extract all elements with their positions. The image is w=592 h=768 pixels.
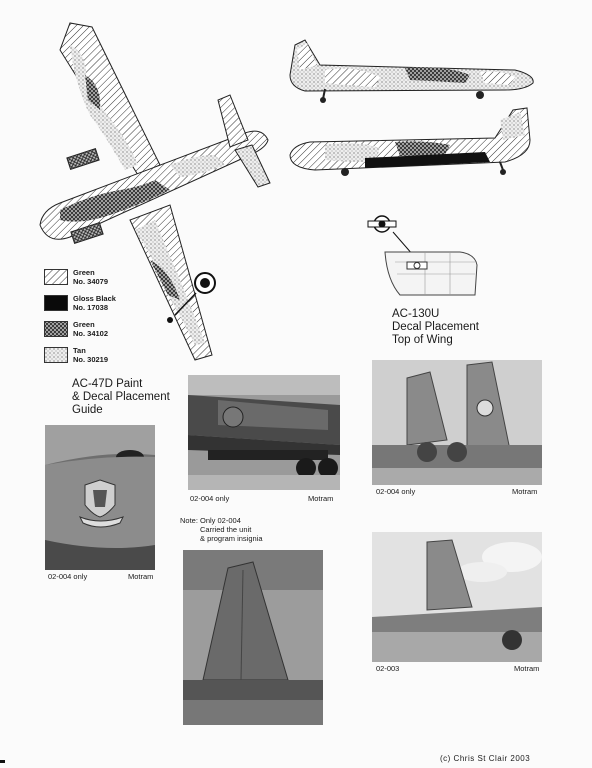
aircraft-nose-image — [188, 375, 340, 490]
aircraft-side-view-bottom — [285, 100, 540, 180]
photo-credit: Motram — [128, 572, 154, 581]
photo-caption: 02-003 — [376, 664, 400, 673]
aircraft-side-image — [372, 532, 542, 662]
paint-legend — [44, 268, 144, 364]
legend-item — [44, 268, 144, 286]
ac47-title-line: & Decal Placement — [72, 391, 170, 403]
black-swatch-icon — [44, 295, 68, 311]
photo-aircraft-nose — [188, 375, 340, 490]
ac47-title — [72, 378, 170, 417]
ac130-title-line: Top of Wing — [392, 334, 453, 346]
photo-fuselage-insignia — [45, 425, 155, 570]
legend-name: Tan — [73, 346, 86, 355]
legend-name: Green — [73, 268, 95, 277]
ac130-title — [392, 308, 479, 347]
photo-caption: 02-004 only — [48, 572, 88, 581]
copyright-text: (c) Chris St Clair 2003 — [440, 754, 531, 763]
wing-decal-diagram — [365, 210, 485, 300]
insignia-note — [180, 516, 263, 543]
twin-tails-image — [372, 360, 542, 485]
note-line: Note: Only 02-004 — [180, 516, 241, 525]
ac130-title-line: Decal Placement — [392, 321, 479, 333]
photo-credit: Motram — [514, 664, 540, 673]
stipple-swatch-icon — [44, 347, 68, 363]
photo-caption: 02-004 only — [190, 494, 230, 503]
legend-item — [44, 346, 144, 364]
ac130-title-line: AC-130U — [392, 308, 440, 320]
legend-name: Green — [73, 320, 95, 329]
page-edge-mark — [0, 760, 5, 763]
ac47-title-line: Guide — [72, 404, 103, 416]
vertical-tail-image — [183, 550, 323, 725]
fuselage-insignia-image — [45, 425, 155, 570]
legend-name: Gloss Black — [73, 294, 116, 303]
photo-aircraft-side — [372, 532, 542, 662]
legend-number: No. 30219 — [73, 355, 109, 364]
photo-twin-tails — [372, 360, 542, 485]
photo-vertical-tail — [183, 550, 323, 725]
aircraft-side-view-top — [285, 25, 540, 105]
photo-caption: 02-004 only — [376, 487, 416, 496]
legend-item — [44, 294, 144, 312]
legend-number: No. 17038 — [73, 303, 109, 312]
ac47-title-line: AC-47D Paint — [72, 378, 143, 390]
note-line: & program insignia — [200, 534, 263, 543]
note-line: Carried the unit — [200, 525, 252, 534]
legend-number: No. 34102 — [73, 329, 109, 338]
legend-item — [44, 320, 144, 338]
hatch-swatch-icon — [44, 269, 68, 285]
crosshatch-swatch-icon — [44, 321, 68, 337]
legend-number: No. 34079 — [73, 277, 109, 286]
photo-credit: Motram — [512, 487, 538, 496]
photo-credit: Motram — [308, 494, 334, 503]
